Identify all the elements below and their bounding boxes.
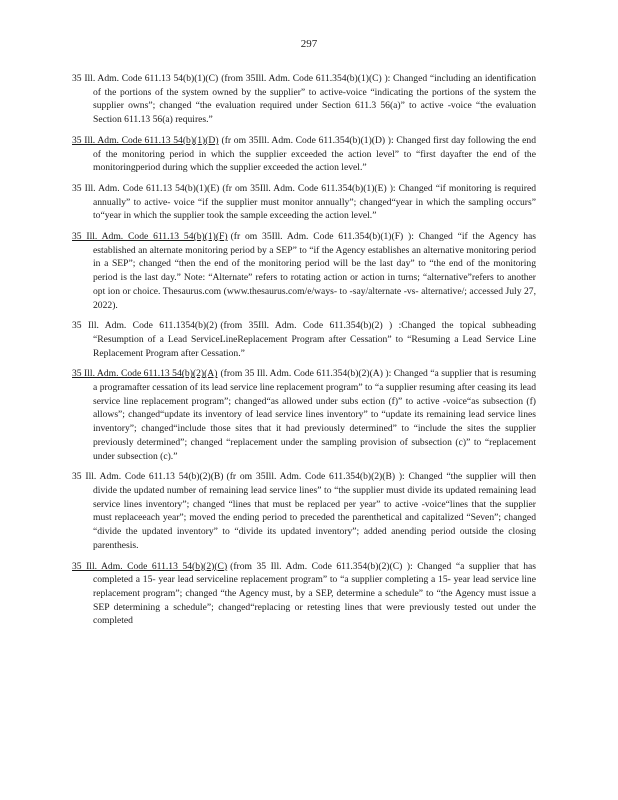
- amendment-entry: [72, 182, 536, 223]
- code-citation: 35 Ill. Adm. Code 611.13 54(b)(2)(B): [72, 471, 224, 483]
- amendment-text: (fr om 35Ill. Adm. Code 611.354(b)(1)(E) ): Changed “if monitoring is required annually” to active- voice “if the supplier must monitor annually”; changed“year in which the sampling occurs” to“year in which the supplier took the sample exceeding the action level.”: [93, 182, 537, 222]
- code-citation: 35 Ill. Adm. Code 611.13 54(b)(2)(C): [72, 560, 228, 572]
- amendment-entry: [72, 230, 536, 312]
- amendment-entry: [72, 560, 536, 629]
- code-citation: 35 Ill. Adm. Code 611.13 54(b)(1)(D): [72, 134, 219, 146]
- amendment-entry: [72, 367, 536, 463]
- amendment-text: (fr om 35Ill. Adm. Code 611.354(b)(1)(F) ): Changed “if the Agency has established an alternate monitoring period by a SEP” to “if the Agency establishes an alternative monitoring period in a SEP”; changed “then the end of the monitoring period will be the last day” to “the end of the monitoring period is the last day.” Note: “Alternate” refers to rotating action or action in turns; “alternative”refers to another opt ion or choice. Thesaurus.com (www.thesaurus.com/e/ways- to -say/alternate -vs- alternative/; accessed July 27, 2022).: [93, 231, 536, 311]
- page-number: 297: [300, 38, 318, 50]
- amendment-text: (from 35Ill. Adm. Code 611.354(b)(1)(C) ): Changed “including an identification of the portions of the system owned by the supplier” to active-voice “indicating the portions of the system the supplier owns”; changed “the evaluation required under Section 611.3 56(a)” to active -voice “the evaluation Section 611.13 56(a) requires.”: [93, 73, 536, 126]
- code-citation: 35 Ill. Adm. Code 611.1354(b)(2): [72, 320, 218, 332]
- amendment-text: (from 35 Ill. Adm. Code 611.354(b)(2)(C) ): Changed “a supplier that has completed a 15- year lead serviceline replacement program” to “a supplier completing a 15- year lead service line replacement program”; changed “the Agency must, by a SEP, determine a schedule” to “the Agency must issue a SEP determining a schedule”; changed“replacing or retesting lines that were previously tested out under the completed: [93, 560, 536, 627]
- amendment-entry: [72, 72, 536, 127]
- code-citation: 35 Ill. Adm. Code 611.13 54(b)(1)(C): [72, 73, 219, 84]
- amendment-entry: [72, 134, 536, 175]
- code-citation: 35 Ill. Adm. Code 611.13 54(b)(2)(A): [72, 368, 218, 380]
- amendment-text: (from 35Ill. Adm. Code 611.354(b)(2) ) :Changed the topical subheading “Resumption of a Lead ServiceLineReplacement Program after Cessation” to “Resuming a Lead Service Line Replacement Program after Cessation.”: [93, 320, 537, 359]
- amendment-entry: [72, 470, 536, 552]
- amendment-list: [72, 72, 536, 635]
- amendment-entry: [72, 319, 536, 360]
- code-citation: 35 Ill. Adm. Code 611.13 54(b)(1)(E): [72, 182, 220, 194]
- code-citation: 35 Ill. Adm. Code 611.13 54(b)(1)(F): [72, 231, 228, 243]
- amendment-text: (fr om 35Ill. Adm. Code 611.354(b)(1)(D) ): Changed first day following the end of the monitoring period in which the supplier exceeded the action level” to “first dayafter the end of the monitoringperiod during which the supplier exceeded the action level.”: [93, 134, 536, 174]
- amendment-text: (from 35 Ill. Adm. Code 611.354(b)(2)(A) ): Changed “a supplier that is resuming a programafter cessation of its lead service line replacement program” to “a supplier resuming after ceasing its lead service line replacement program”; changed“as allowed under subs ection (f)” to active -voice“as subsection (f) allows”; changed“update its inventory of lead service lines inventory” to “update its remaining lead service lines inventory”; changed“include those sites that it had previously determined” to “include the sites the supplier previously determined”; changed “replacement under the sampling provision of subsection (c)” to “replacement under subsection (c).”: [93, 368, 536, 462]
- amendment-text: (fr om 35Ill. Adm. Code 611.354(b)(2)(B) ): Changed “the supplier will then divide the updated number of remaining lead service lines” to “the supplier must divide its updated remaining lead service lines inventory”; changed “lines that must be replaced per year” to active -voice“lines that the supplier must replaceeach year”; moved the ending period to preceded the parenthetical and capitalized “Seven”; changed “divide the updated inventory” to “divide its updated inventory”; added anending period outside the closing parenthesis.: [93, 471, 536, 551]
